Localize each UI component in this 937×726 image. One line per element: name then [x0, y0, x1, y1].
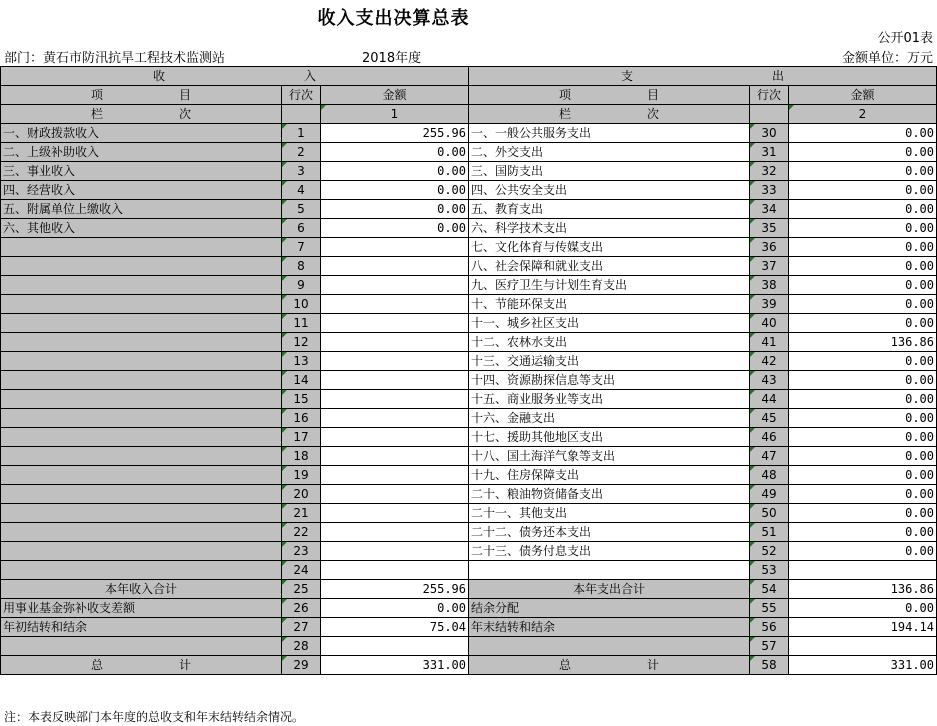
table-row — [1, 523, 937, 542]
expense-line-no: 31 — [750, 143, 789, 162]
income-expense-table — [0, 66, 937, 675]
expense-amount[interactable]: 0.00 — [789, 447, 937, 466]
expense-amount[interactable]: 0.00 — [789, 200, 937, 219]
label-char-1: 栏 — [559, 107, 572, 121]
expense-amount[interactable]: 0.00 — [789, 466, 937, 485]
table-row — [1, 447, 937, 466]
expense-item: 十、节能环保支出 — [469, 295, 750, 314]
income-line-no: 22 — [282, 523, 321, 542]
table-row — [1, 352, 937, 371]
expense-total-item: 年末结转和结余 — [469, 618, 750, 637]
expense-item: 十一、城乡社区支出 — [469, 314, 750, 333]
income-amount[interactable]: 0.00 — [321, 200, 469, 219]
table-row — [1, 276, 937, 295]
fiscal-year: 2018年度 — [362, 51, 422, 66]
income-item — [1, 257, 282, 276]
expense-column-number: 2 — [789, 105, 937, 124]
income-item: 四、经营收入 — [1, 181, 282, 200]
expense-item: 一、一般公共服务支出 — [469, 124, 750, 143]
income-amount[interactable] — [321, 314, 469, 333]
column-header-row — [1, 86, 937, 105]
income-line-no-label — [282, 105, 321, 124]
table-row — [1, 333, 937, 352]
expense-item: 九、医疗卫生与计划生育支出 — [469, 276, 750, 295]
income-amount[interactable] — [321, 276, 469, 295]
table-row — [1, 371, 937, 390]
expense-group-header — [469, 67, 937, 86]
item-char-1: 项 — [559, 88, 572, 102]
department-label: 部门：黄石市防汛抗旱工程技术监测站 — [4, 51, 226, 66]
grand-total-char: 计 — [178, 658, 191, 672]
expense-line-no: 37 — [750, 257, 789, 276]
expense-line-no: 44 — [750, 390, 789, 409]
income-amount[interactable] — [321, 542, 469, 561]
expense-amount[interactable]: 136.86 — [789, 333, 937, 352]
income-line-no: 17 — [282, 428, 321, 447]
expense-item: 二十一、其他支出 — [469, 504, 750, 523]
expense-line-no: 39 — [750, 295, 789, 314]
income-item: 一、财政拨款收入 — [1, 124, 282, 143]
income-line-no: 14 — [282, 371, 321, 390]
footnote: 注：本表反映部门本年度的总收支和年末结转结余情况。 — [4, 710, 305, 724]
expense-amount[interactable]: 0.00 — [789, 257, 937, 276]
table-row — [1, 504, 937, 523]
expense-line-no: 41 — [750, 333, 789, 352]
expense-amount[interactable]: 0.00 — [789, 390, 937, 409]
income-amount[interactable] — [321, 523, 469, 542]
income-line-no: 12 — [282, 333, 321, 352]
expense-item: 四、公共安全支出 — [469, 181, 750, 200]
income-line-no: 7 — [282, 238, 321, 257]
income-amount[interactable] — [321, 409, 469, 428]
expense-item: 十三、交通运输支出 — [469, 352, 750, 371]
income-total-item: 用事业基金弥补收支差额 — [1, 599, 282, 618]
expense-line-no: 51 — [750, 523, 789, 542]
income-amount[interactable] — [321, 257, 469, 276]
expense-amount[interactable]: 0.00 — [789, 352, 937, 371]
label-char-1: 栏 — [91, 107, 104, 121]
table-row — [1, 561, 937, 580]
table-row — [1, 485, 937, 504]
total-row — [1, 580, 937, 599]
income-item — [1, 352, 282, 371]
income-item — [1, 295, 282, 314]
income-column-number: 1 — [321, 105, 469, 124]
income-amount[interactable]: 75.04 — [321, 618, 469, 637]
income-amount[interactable]: 0.00 — [321, 162, 469, 181]
income-item — [1, 390, 282, 409]
income-amount[interactable] — [321, 466, 469, 485]
income-total-item: 本年收入合计 — [1, 580, 282, 599]
expense-item: 十五、商业服务业等支出 — [469, 390, 750, 409]
income-amount[interactable] — [321, 333, 469, 352]
expense-amount-header: 金额 — [789, 86, 937, 105]
income-item — [1, 333, 282, 352]
expense-item: 七、文化体育与传媒支出 — [469, 238, 750, 257]
income-amount[interactable]: 0.00 — [321, 599, 469, 618]
income-item — [1, 314, 282, 333]
income-item — [1, 276, 282, 295]
income-amount[interactable]: 0.00 — [321, 219, 469, 238]
income-amount[interactable] — [321, 352, 469, 371]
expense-line-no: 50 — [750, 504, 789, 523]
income-amount-header: 金额 — [321, 86, 469, 105]
expense-line-no: 38 — [750, 276, 789, 295]
expense-item: 二十、粮油物资储备支出 — [469, 485, 750, 504]
income-line-no: 5 — [282, 200, 321, 219]
income-line-no: 19 — [282, 466, 321, 485]
expense-item: 八、社会保障和就业支出 — [469, 257, 750, 276]
expense-amount[interactable]: 0.00 — [789, 124, 937, 143]
expense-amount[interactable]: 0.00 — [789, 371, 937, 390]
expense-amount[interactable]: 0.00 — [789, 523, 937, 542]
income-item — [1, 409, 282, 428]
grand-total-char: 总 — [91, 658, 104, 672]
grand-total-row — [1, 656, 937, 675]
expense-line-no: 57 — [750, 637, 789, 656]
item-char-2: 目 — [646, 88, 659, 102]
expense-amount[interactable]: 0.00 — [789, 219, 937, 238]
table-row — [1, 238, 937, 257]
expense-total-item: 本年支出合计 — [469, 580, 750, 599]
label-char-2: 次 — [178, 107, 191, 121]
income-item — [1, 428, 282, 447]
income-line-no: 26 — [282, 599, 321, 618]
expense-grand-total-amount[interactable]: 331.00 — [789, 656, 937, 675]
expense-amount[interactable]: 0.00 — [789, 276, 937, 295]
grand-total-char: 计 — [646, 658, 659, 672]
expense-grand-total-label — [469, 656, 750, 675]
income-amount[interactable]: 0.00 — [321, 181, 469, 200]
income-amount[interactable] — [321, 238, 469, 257]
income-line-no: 3 — [282, 162, 321, 181]
table-row — [1, 390, 937, 409]
expense-line-no: 30 — [750, 124, 789, 143]
table-row — [1, 200, 937, 219]
income-line-no: 27 — [282, 618, 321, 637]
income-amount[interactable]: 255.96 — [321, 580, 469, 599]
expense-amount[interactable]: 0.00 — [789, 428, 937, 447]
income-line-no: 18 — [282, 447, 321, 466]
expense-item: 十八、国土海洋气象等支出 — [469, 447, 750, 466]
expense-item: 五、教育支出 — [469, 200, 750, 219]
group-header-row — [1, 67, 937, 86]
income-grand-total-amount[interactable]: 331.00 — [321, 656, 469, 675]
total-row — [1, 618, 937, 637]
expense-amount[interactable]: 0.00 — [789, 485, 937, 504]
expense-item-header — [469, 86, 750, 105]
income-amount[interactable] — [321, 371, 469, 390]
expense-item: 二、外交支出 — [469, 143, 750, 162]
expense-line-no: 58 — [750, 656, 789, 675]
income-item — [1, 542, 282, 561]
expense-line-no: 47 — [750, 447, 789, 466]
income-amount[interactable] — [321, 504, 469, 523]
income-item — [1, 466, 282, 485]
expense-line-no: 34 — [750, 200, 789, 219]
income-group-char-2: 入 — [303, 69, 316, 83]
income-item — [1, 447, 282, 466]
income-amount[interactable] — [321, 295, 469, 314]
expense-amount[interactable]: 0.00 — [789, 295, 937, 314]
total-row — [1, 637, 937, 656]
income-item — [1, 371, 282, 390]
table-row — [1, 428, 937, 447]
table-row — [1, 542, 937, 561]
total-row — [1, 599, 937, 618]
expense-item: 十六、金融支出 — [469, 409, 750, 428]
income-group-char-1: 收 — [153, 69, 166, 83]
table-row — [1, 219, 937, 238]
expense-line-no: 32 — [750, 162, 789, 181]
expense-amount[interactable]: 0.00 — [789, 143, 937, 162]
income-line-no: 20 — [282, 485, 321, 504]
table-row — [1, 466, 937, 485]
income-item — [1, 485, 282, 504]
table-row — [1, 314, 937, 333]
expense-amount[interactable]: 0.00 — [789, 409, 937, 428]
expense-line-no: 42 — [750, 352, 789, 371]
income-line-no: 23 — [282, 542, 321, 561]
expense-group-char-2: 出 — [771, 69, 784, 83]
expense-item: 六、科学技术支出 — [469, 219, 750, 238]
income-amount[interactable] — [321, 428, 469, 447]
expense-amount[interactable]: 194.14 — [789, 618, 937, 637]
expense-amount[interactable]: 0.00 — [789, 181, 937, 200]
expense-line-no: 45 — [750, 409, 789, 428]
expense-line-no: 55 — [750, 599, 789, 618]
income-line-no: 4 — [282, 181, 321, 200]
item-char-2: 目 — [178, 88, 191, 102]
income-line-no: 11 — [282, 314, 321, 333]
income-item: 五、附属单位上缴收入 — [1, 200, 282, 219]
income-item: 二、上级补助收入 — [1, 143, 282, 162]
table-row — [1, 257, 937, 276]
expense-line-no: 40 — [750, 314, 789, 333]
expense-line-no: 54 — [750, 580, 789, 599]
expense-line-no-label — [750, 105, 789, 124]
income-line-no: 10 — [282, 295, 321, 314]
expense-line-no: 35 — [750, 219, 789, 238]
expense-line-no-header: 行次 — [750, 86, 789, 105]
expense-line-no: 33 — [750, 181, 789, 200]
expense-line-no: 48 — [750, 466, 789, 485]
income-line-no: 29 — [282, 656, 321, 675]
income-amount[interactable] — [321, 561, 469, 580]
table-row — [1, 124, 937, 143]
expense-amount[interactable]: 0.00 — [789, 162, 937, 181]
income-item-header — [1, 86, 282, 105]
expense-line-no: 56 — [750, 618, 789, 637]
expense-line-no: 36 — [750, 238, 789, 257]
expense-item: 二十三、债务付息支出 — [469, 542, 750, 561]
income-total-item: 年初结转和结余 — [1, 618, 282, 637]
amount-unit: 金额单位：万元 — [841, 51, 933, 66]
expense-line-no: 43 — [750, 371, 789, 390]
income-item — [1, 561, 282, 580]
grand-total-char: 总 — [559, 658, 572, 672]
expense-amount[interactable]: 0.00 — [789, 314, 937, 333]
income-amount[interactable] — [321, 447, 469, 466]
income-item — [1, 238, 282, 257]
income-line-no: 9 — [282, 276, 321, 295]
expense-item: 十四、资源勘探信息等支出 — [469, 371, 750, 390]
expense-amount[interactable]: 0.00 — [789, 599, 937, 618]
income-line-no: 28 — [282, 637, 321, 656]
expense-item: 十七、援助其他地区支出 — [469, 428, 750, 447]
expense-item: 二十二、债务还本支出 — [469, 523, 750, 542]
expense-column-label — [469, 105, 750, 124]
income-grand-total-label — [1, 656, 282, 675]
expense-amount[interactable] — [789, 561, 937, 580]
expense-line-no: 46 — [750, 428, 789, 447]
report-title: 收入支出决算总表 — [317, 8, 470, 29]
income-amount[interactable] — [321, 637, 469, 656]
item-char-1: 项 — [91, 88, 104, 102]
expense-total-item: 结余分配 — [469, 599, 750, 618]
income-amount[interactable]: 255.96 — [321, 124, 469, 143]
income-amount[interactable] — [321, 390, 469, 409]
expense-line-no: 52 — [750, 542, 789, 561]
expense-group-char-1: 支 — [621, 69, 634, 83]
expense-item: 十二、农林水支出 — [469, 333, 750, 352]
income-item: 三、事业收入 — [1, 162, 282, 181]
expense-item: 十九、住房保障支出 — [469, 466, 750, 485]
income-column-label — [1, 105, 282, 124]
column-label-row — [1, 105, 937, 124]
income-total-item — [1, 637, 282, 656]
income-line-no-header: 行次 — [282, 86, 321, 105]
income-line-no: 15 — [282, 390, 321, 409]
table-row — [1, 162, 937, 181]
income-item: 六、其他收入 — [1, 219, 282, 238]
expense-amount[interactable]: 0.00 — [789, 238, 937, 257]
income-amount[interactable]: 0.00 — [321, 143, 469, 162]
form-code: 公开01表 — [877, 31, 933, 46]
income-line-no: 8 — [282, 257, 321, 276]
income-line-no: 13 — [282, 352, 321, 371]
expense-amount[interactable]: 0.00 — [789, 542, 937, 561]
income-group-header — [1, 67, 469, 86]
label-char-2: 次 — [646, 107, 659, 121]
expense-item — [469, 561, 750, 580]
income-item — [1, 523, 282, 542]
expense-line-no: 49 — [750, 485, 789, 504]
expense-amount[interactable]: 0.00 — [789, 504, 937, 523]
expense-line-no: 53 — [750, 561, 789, 580]
expense-total-item — [469, 637, 750, 656]
income-line-no: 16 — [282, 409, 321, 428]
income-line-no: 2 — [282, 143, 321, 162]
income-line-no: 6 — [282, 219, 321, 238]
table-row — [1, 409, 937, 428]
expense-amount[interactable] — [789, 637, 937, 656]
expense-amount[interactable]: 136.86 — [789, 580, 937, 599]
income-line-no: 24 — [282, 561, 321, 580]
table-row — [1, 295, 937, 314]
income-line-no: 1 — [282, 124, 321, 143]
table-row — [1, 181, 937, 200]
income-line-no: 25 — [282, 580, 321, 599]
expense-item: 三、国防支出 — [469, 162, 750, 181]
income-line-no: 21 — [282, 504, 321, 523]
income-amount[interactable] — [321, 485, 469, 504]
income-item — [1, 504, 282, 523]
table-row — [1, 143, 937, 162]
